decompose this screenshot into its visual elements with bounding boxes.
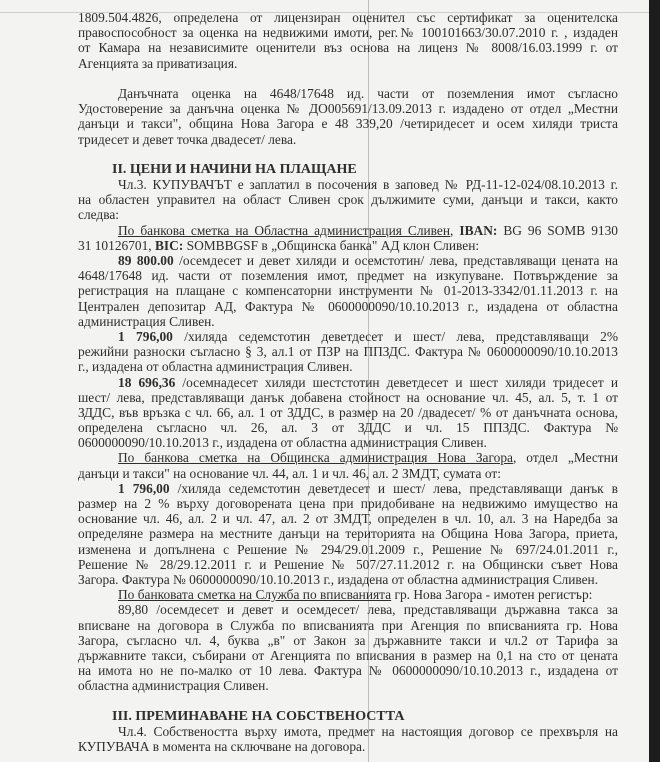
text-segment: II. ЦЕНИ И НАЧИНИ НА ПЛАЩАНЕ <box>112 161 357 177</box>
text-segment: Удостоверение за данъчна оценка № ДО005691/13.09.2013 г. издадено от отдел „Местни <box>78 101 618 117</box>
text-segment: , <box>450 222 460 238</box>
text-segment: /хиляда седемстотин деветдесет и шест/ лева, представляващи данък в <box>169 480 618 496</box>
text-line <box>78 344 618 359</box>
text-segment: областна администрация Сливен. <box>78 678 269 694</box>
text-line <box>78 101 618 116</box>
text-line <box>78 375 618 390</box>
text-segment: определяне размера на местните данъци на територията на Община Нова Загора, приета, <box>78 526 618 542</box>
section-heading <box>78 709 618 724</box>
text-segment: определена съгласно чл. 26, ал. 3 от ЗДДС и чл. 15 ППЗДС. Фактура № <box>78 420 618 436</box>
text-segment: шест/ лева, представляващи данък добавена стойност на основание чл. 45, ал. 5, т. 1 от <box>78 389 618 405</box>
text-segment: от Камара на независимите оценители въз основа на лиценз № 8008/16.03.1999 г. от <box>78 40 618 56</box>
text-segment: администрация Сливен. <box>78 313 215 329</box>
text-segment: Загора, съгласно чл. 4, буква „в" от Закон за държавните такси и чл.2 от Тарифа за <box>78 632 618 648</box>
text-line <box>78 359 618 374</box>
text-segment: SOMBBGSF в „Общинска банка" АД клон Сливен: <box>183 237 480 253</box>
text-segment: режийни разноски съгласно § 3, ал.1 от ПЗР на ППЗДС. Фактура № 0600000090/10.10.2013 <box>78 344 618 360</box>
blank-line <box>78 71 618 86</box>
text-segment: Чл.4. Собствеността върху имота, предмет на настоящия договор се прехвърля на <box>118 723 618 739</box>
text-segment: данъци и такси" на основание чл. 44, ал. 1 и чл. 46, ал. 2 ЗМДТ, сумата от: <box>78 465 501 481</box>
text-segment: Данъчната оценка на 4648/17648 ид. части от поземления имот съгласно <box>118 85 618 101</box>
text-line <box>78 238 618 253</box>
text-line <box>78 283 618 298</box>
text-segment: тридесет и девет точка двадесет/ лева. <box>78 131 297 147</box>
text-segment: Чл.3. КУПУВАЧЪТ е заплатил в посочения в заповед № РД-11-12-024/08.10.2013 г. <box>118 177 618 193</box>
text-line <box>78 329 618 344</box>
text-segment: 4648/17648 ид. части от поземления имот, предмет на изкупуване. Потвърждение за <box>78 268 618 284</box>
text-segment: 0600000090/10.10.2013 г., издадена от областна администрация Сливен. <box>78 435 487 451</box>
text-line <box>78 10 618 25</box>
text-line <box>78 420 618 435</box>
text-segment: , отдел „Местни <box>512 450 618 466</box>
text-line <box>78 648 618 663</box>
bold-text: 1 796,00 <box>118 328 173 344</box>
text-line <box>78 86 618 101</box>
text-segment: размер на 2 % върху договорената цена при придобиване на недвижимо имущество на <box>78 496 618 511</box>
text-line <box>78 314 618 329</box>
text-segment: гр. Нова Загора - имотен регистър: <box>391 587 593 603</box>
text-segment: ЗДДС, във връзка с чл. 66, ал. 1 от ЗДДС, в размер на 20 /двадесет/ % от данъчната основа, <box>78 404 618 420</box>
text-segment: /осемдесет и девет хиляди и осемстотин/ лева, представляващи цената на <box>173 253 618 268</box>
text-line <box>78 192 618 207</box>
text-segment: 89,80 /осемдесет и девет и осемдесет/ лева, представляващи държавна такса за <box>118 602 618 618</box>
text-line <box>78 542 618 557</box>
text-line <box>78 678 618 693</box>
underlined-text: По банкова сметка на Областна администрация Сливен <box>118 222 451 238</box>
text-line <box>78 116 618 131</box>
text-segment: III. ПРЕМИНАВАНЕ НА СОБСТВЕНОСТТА <box>112 708 405 724</box>
text-line <box>78 633 618 648</box>
document-body <box>78 10 618 754</box>
text-line <box>78 450 618 465</box>
underlined-text: По банкова сметка на Общинска администрация Нова Загора <box>118 450 513 466</box>
text-line <box>78 572 618 587</box>
text-segment: следва: <box>78 207 120 223</box>
text-segment: /осемнадесет хиляди шестстотин деветдесет и шест хиляди тридесет и <box>175 374 618 390</box>
text-line <box>78 663 618 678</box>
text-line <box>78 526 618 541</box>
text-segment: 31 10126701, <box>78 237 155 253</box>
blank-line <box>78 693 618 708</box>
text-line <box>78 268 618 283</box>
text-segment: BG 96 SOMB 9130 <box>497 222 618 238</box>
text-segment: г., издадена от областна администрация Сливен. <box>78 359 353 375</box>
text-line <box>78 481 618 496</box>
text-segment: /хиляда седемстотин деветдесет и шест/ лева, представляващи 2% <box>172 328 618 344</box>
text-line <box>78 253 618 268</box>
text-line <box>78 511 618 526</box>
bold-text: 1 796,00 <box>118 480 170 496</box>
text-segment: на имота но не по-малко от 10 лева. Фактура № 0600000090/10.10.2013 г., издадена от <box>78 663 618 679</box>
section-heading <box>78 162 618 177</box>
text-segment: регистрация на плащане с компенсаторни инструменти № 01-2013-3342/01.11.2013 г. на <box>78 283 618 299</box>
blank-line <box>78 147 618 162</box>
text-segment: Загора. Фактура № 0600000090/10.10.2013 г., издадена от областна администрация Сливен. <box>78 571 599 587</box>
text-segment: на областен управител на област Сливен срок дължимите суми, данъци и такси, както <box>78 192 618 208</box>
text-segment: Агенцията за приватизация. <box>78 55 238 71</box>
text-line <box>78 390 618 405</box>
text-line <box>78 177 618 192</box>
text-segment: основание чл. 46, ал. 2 и чл. 47, ал. 2 от ЗМДТ, определен в чл. 10, ал. 3 на Наредба за <box>78 511 618 527</box>
bold-text: IBAN: <box>459 222 498 238</box>
text-line <box>78 496 618 511</box>
underlined-text: По банковата сметка на Служба по вписванията <box>118 587 392 603</box>
text-line <box>78 587 618 602</box>
bold-text: BIC: <box>155 237 184 253</box>
text-segment: държавните такси, събирани от Агенцията по вписвания в размер на 0,1 на сто от цената <box>78 647 618 663</box>
text-segment: данъци и такси", община Нова Загора е 48 339,20 /четиридесет и осем хиляди триста <box>78 116 618 132</box>
text-segment: Решение № 28/29.12.2011 г. и Решение № 507/27.11.2012 г. на Общински съвет Нова <box>78 556 618 572</box>
text-segment: изменена и допълнена с Решение № 294/29.01.2009 г., Решение № 697/24.01.2011 г., <box>78 541 618 557</box>
text-segment: 1809.504.4826, определена от лицензиран оценител със сертификат за оценителска <box>78 10 618 25</box>
scan-edge-shadow <box>649 0 660 762</box>
text-line <box>78 223 618 238</box>
text-line <box>78 466 618 481</box>
text-line <box>78 557 618 572</box>
bold-text: 89 800.00 <box>118 253 174 268</box>
text-segment: Централен депозитар АД, Фактура № 0600000090/10.10.2013 г., издадена от областна <box>78 298 618 314</box>
bold-text: 18 696,36 <box>118 374 176 390</box>
text-line <box>78 25 618 40</box>
text-line <box>78 739 618 754</box>
text-line <box>78 56 618 71</box>
text-segment: вписване на договора в Служба по вписванията при Агенция по вписванията гр. Нова <box>78 617 618 633</box>
text-line <box>78 435 618 450</box>
text-line <box>78 40 618 55</box>
text-segment: правоспособност за оценка на недвижими имоти, рег.№ 100101663/30.07.2010 г. , издаден <box>78 25 618 41</box>
text-segment: КУПУВАЧА в момента на сключване на договора. <box>78 739 366 754</box>
text-line <box>78 299 618 314</box>
text-line <box>78 724 618 739</box>
text-line <box>78 132 618 147</box>
text-line <box>78 618 618 633</box>
text-line <box>78 207 618 222</box>
text-line <box>78 602 618 617</box>
text-line <box>78 405 618 420</box>
